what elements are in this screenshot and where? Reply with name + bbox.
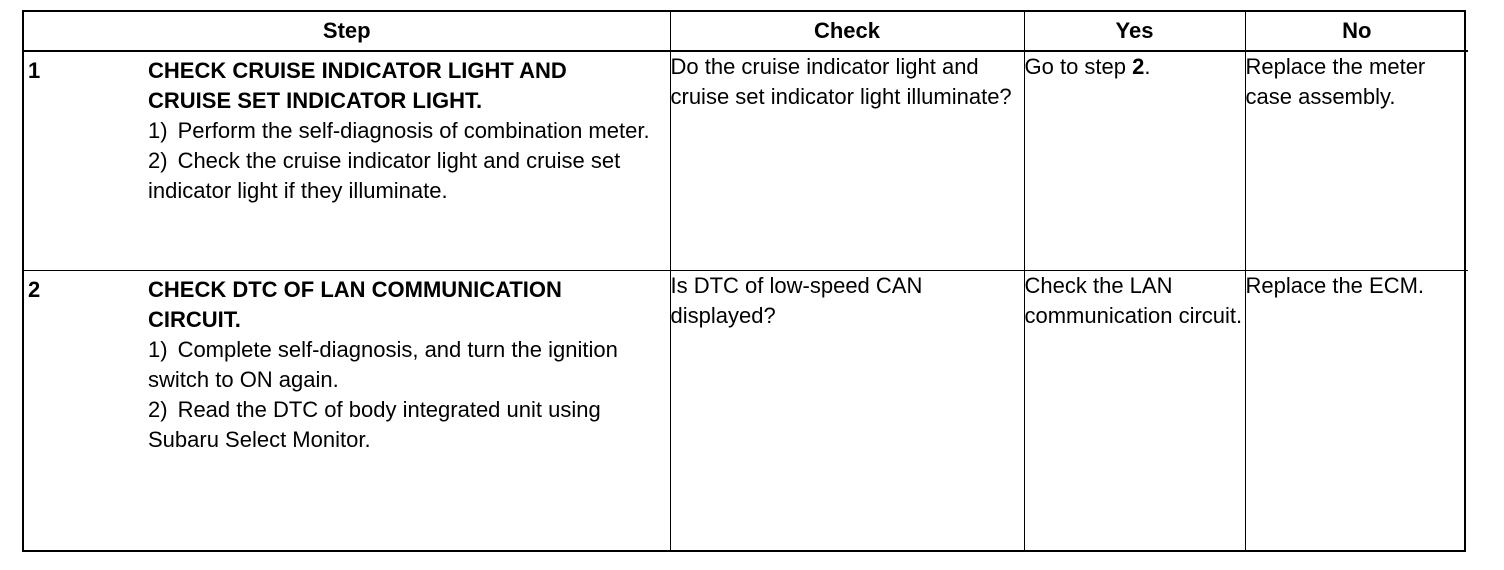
table-header-row bbox=[24, 12, 1468, 51]
diagnostic-procedure-table bbox=[24, 12, 1468, 551]
diagnostic-table-frame bbox=[22, 10, 1466, 552]
substep-index: 1) bbox=[148, 118, 168, 143]
step-cell bbox=[24, 51, 670, 271]
no-cell: Replace the meter case assembly. bbox=[1245, 51, 1468, 271]
step-title-line: CIRCUIT. bbox=[148, 307, 241, 332]
step-title-line: CHECK DTC OF LAN COMMUNICATION bbox=[148, 277, 562, 302]
substep-index: 2) bbox=[148, 148, 168, 173]
step-title bbox=[148, 56, 664, 116]
header-no: No bbox=[1245, 12, 1468, 51]
yes-cell bbox=[1024, 51, 1245, 271]
step-body bbox=[24, 52, 670, 206]
substep-index: 1) bbox=[148, 337, 168, 362]
step-number: 2 bbox=[28, 277, 41, 302]
substep bbox=[148, 335, 664, 395]
check-cell: Is DTC of low-speed CAN displayed? bbox=[670, 271, 1024, 552]
step-title-line: CRUISE SET INDICATOR LIGHT. bbox=[148, 88, 483, 113]
step-number: 1 bbox=[28, 58, 41, 83]
substep-index: 2) bbox=[148, 397, 168, 422]
check-cell: Do the cruise indicator light and cruise set indicator light illuminate? bbox=[670, 51, 1024, 271]
substep-text: Read the DTC of body integrated unit using Subaru Select Monitor. bbox=[148, 397, 601, 452]
step-cell bbox=[24, 271, 670, 552]
step-title bbox=[148, 275, 664, 335]
substep bbox=[148, 395, 664, 455]
header-step: Step bbox=[24, 12, 670, 51]
substep bbox=[148, 116, 664, 146]
yes-suffix: . bbox=[1144, 54, 1151, 79]
substep-text: Check the cruise indicator light and cruise set indicator light if they illuminate. bbox=[148, 148, 621, 203]
no-cell: Replace the ECM. bbox=[1245, 271, 1468, 552]
substep-text: Perform the self-diagnosis of combination meter. bbox=[177, 118, 650, 143]
header-yes: Yes bbox=[1024, 12, 1245, 51]
substep-text: Complete self-diagnosis, and turn the ignition switch to ON again. bbox=[148, 337, 618, 392]
yes-cell: Check the LAN communication circuit. bbox=[1024, 271, 1245, 552]
substep bbox=[148, 146, 664, 206]
step-title-line: CHECK CRUISE INDICATOR LIGHT AND bbox=[148, 58, 567, 83]
table-row bbox=[24, 51, 1468, 271]
step-body bbox=[24, 271, 670, 455]
yes-step-ref: 2 bbox=[1132, 54, 1145, 79]
table-row bbox=[24, 271, 1468, 552]
header-check: Check bbox=[670, 12, 1024, 51]
yes-text: Go to step bbox=[1024, 54, 1133, 79]
